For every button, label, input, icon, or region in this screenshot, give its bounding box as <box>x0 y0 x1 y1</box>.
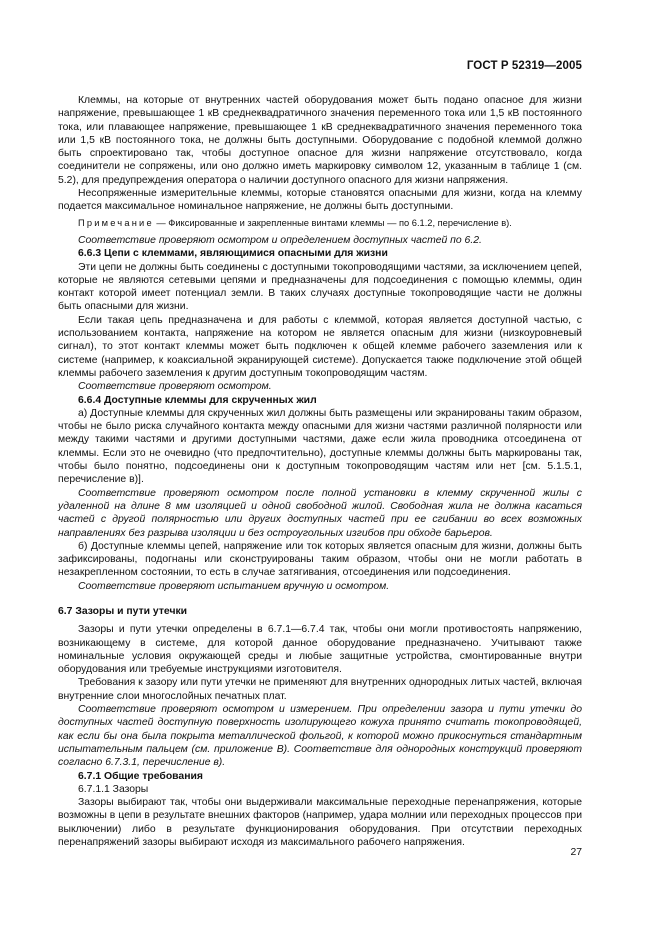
paragraph: Если такая цепь предназначена и для работы с клеммой, которая является доступной частью, с использованием контакта, напряжение на котором не является опасным для жизни (низкоуровневый сигнал), то этот контакт клеммы может быть подключен к общей клемме рабочего заземления или к системе (например, к коаксиальной экранирующей системе). Допускается также подключение этой общей клеммы рабочего заземления к другим доступным токопроводящим частям. <box>58 314 582 379</box>
paragraph: а) Доступные клеммы для скрученных жил должны быть размещены или экранированы таким образом, чтобы не было риска случайного контакта между опасными для жизни частями различной полярности или между такими частями и другими доступными частями, даже если жила проводника отсоединена от клеммы. Если это не очевидно (что предпочтительно), доступные клеммы должны быть маркированы так, чтобы было понятно, подсоединены они к доступным токопроводящим частям или нет [см. 5.1.5.1, перечисление в)]. <box>58 407 582 486</box>
note-text: — Фиксированные и закрепленные винтами клеммы — по 6.1.2, перечисление в). <box>153 217 512 228</box>
compliance-text: Соответствие проверяют осмотром. <box>78 381 272 393</box>
compliance-text: Соответствие проверяют осмотром после полной установки в клемму скрученной жилы с удаленной на длине 8 мм изоляцией и одной свободной жилой. Свободная жила не должна касаться частей с другой полярностью или других доступных частей при ее сгибании во всех возможных направлениях без разрыва изоляции и без остроугольных изгибов при обходе барьеров. <box>58 487 582 539</box>
note <box>58 217 582 230</box>
page-number: 27 <box>570 847 582 858</box>
section-heading-6-6-3: 6.6.3 Цепи с клеммами, являющимися опасными для жизни <box>78 248 388 260</box>
section-heading-6-7: 6.7 Зазоры и пути утечки <box>58 605 188 617</box>
note-label: Примечание <box>78 217 154 228</box>
subsection-heading-6-7-1-1: 6.7.1.1 Зазоры <box>78 783 149 795</box>
section-heading-6-6-4: 6.6.4 Доступные клеммы для скрученных жил <box>78 394 317 406</box>
compliance-text: Соответствие проверяют осмотром и измерением. При определении зазора и пути утечки до доступных частей доступную поверхность изолирующего кожуха принято считать токопроводящей, как если бы она была покрыта металлической фольгой, к которой можно прикоснуться стандартным испытательным пальцем (см. приложение В). Соответствие для однородных конструкций проверяют согласно 6.7.3.1, перечисление в). <box>58 704 582 769</box>
document-header: ГОСТ Р 52319—2005 <box>466 60 582 72</box>
section-heading-6-7-1: 6.7.1 Общие требования <box>78 770 203 782</box>
paragraph: Клеммы, на которые от внутренних частей оборудования может быть подано опасное для жизни напряжение, превышающее 1 кВ среднеквадратичного значения переменного тока или 1,5 кВ постоянного тока, или плавающее напряжение, превышающее 1 кВ среднеквадратичного значения переменного тока или 1,5 кВ постоянного тока, не должны быть доступными. Оборудование с подобной клеммой должно быть спроектировано так, чтобы доступное опасное для жизни напряжение отсутствовало, когда соединители не сопряжены, или оно должно иметь маркировку символом 12, указанным в таблице 1 (см. 5.2), для предупреждения оператора о наличии доступного опасного для жизни напряжения. <box>58 95 582 186</box>
paragraph: Зазоры выбирают так, чтобы они выдерживали максимальные переходные перенапряжения, которые возможны в цепи в результате внешних факторов (например, удара молнии или переходных процессов при выключении) либо в результате функционирования оборудования. При отсутствии переходных перенапряжений зазоры выбирают исходя из максимального рабочего напряжения. <box>58 797 582 849</box>
paragraph: Эти цепи не должны быть соединены с доступными токопроводящими частями, за исключением цепей, которые не являются сетевыми цепями и предназначены для подсоединения с помощью клеммы, один контакт которой имеет потенциал земли. В таких случаях доступные токопроводящие части не должны быть опасными для жизни. <box>58 261 582 313</box>
compliance-text: Соответствие проверяют испытанием вручную и осмотром. <box>78 580 390 592</box>
compliance-text: Соответствие проверяют осмотром и определением доступных частей по 6.2. <box>78 234 482 246</box>
paragraph: Зазоры и пути утечки определены в 6.7.1—6.7.4 так, чтобы они могли противостоять напряжению, возникающему в системе, для которой данное оборудование предназначено. Учитывают также номинальные условия окружающей среды и любые защитные устройства, смонтированные внутри оборудования или требуемые инструкциями изготовителя. <box>58 624 582 676</box>
paragraph: Несопряженные измерительные клеммы, которые становятся опасными для жизни, когда на клемму подается максимальное номинальное напряжение, не должны быть доступными. <box>58 188 582 213</box>
paragraph: Требования к зазору или пути утечки не применяют для внутренних однородных литых частей, включая внутренние слои многослойных печатных плат. <box>58 677 582 702</box>
paragraph: б) Доступные клеммы цепей, напряжение или ток которых является опасным для жизни, должны быть зафиксированы, подогнаны или сконструированы таким образом, чтобы они не могли работать в незакрепленном состоянии, то есть в случае затягивания, отсоединения или подсоединения. <box>58 540 582 579</box>
document-body <box>58 94 582 849</box>
